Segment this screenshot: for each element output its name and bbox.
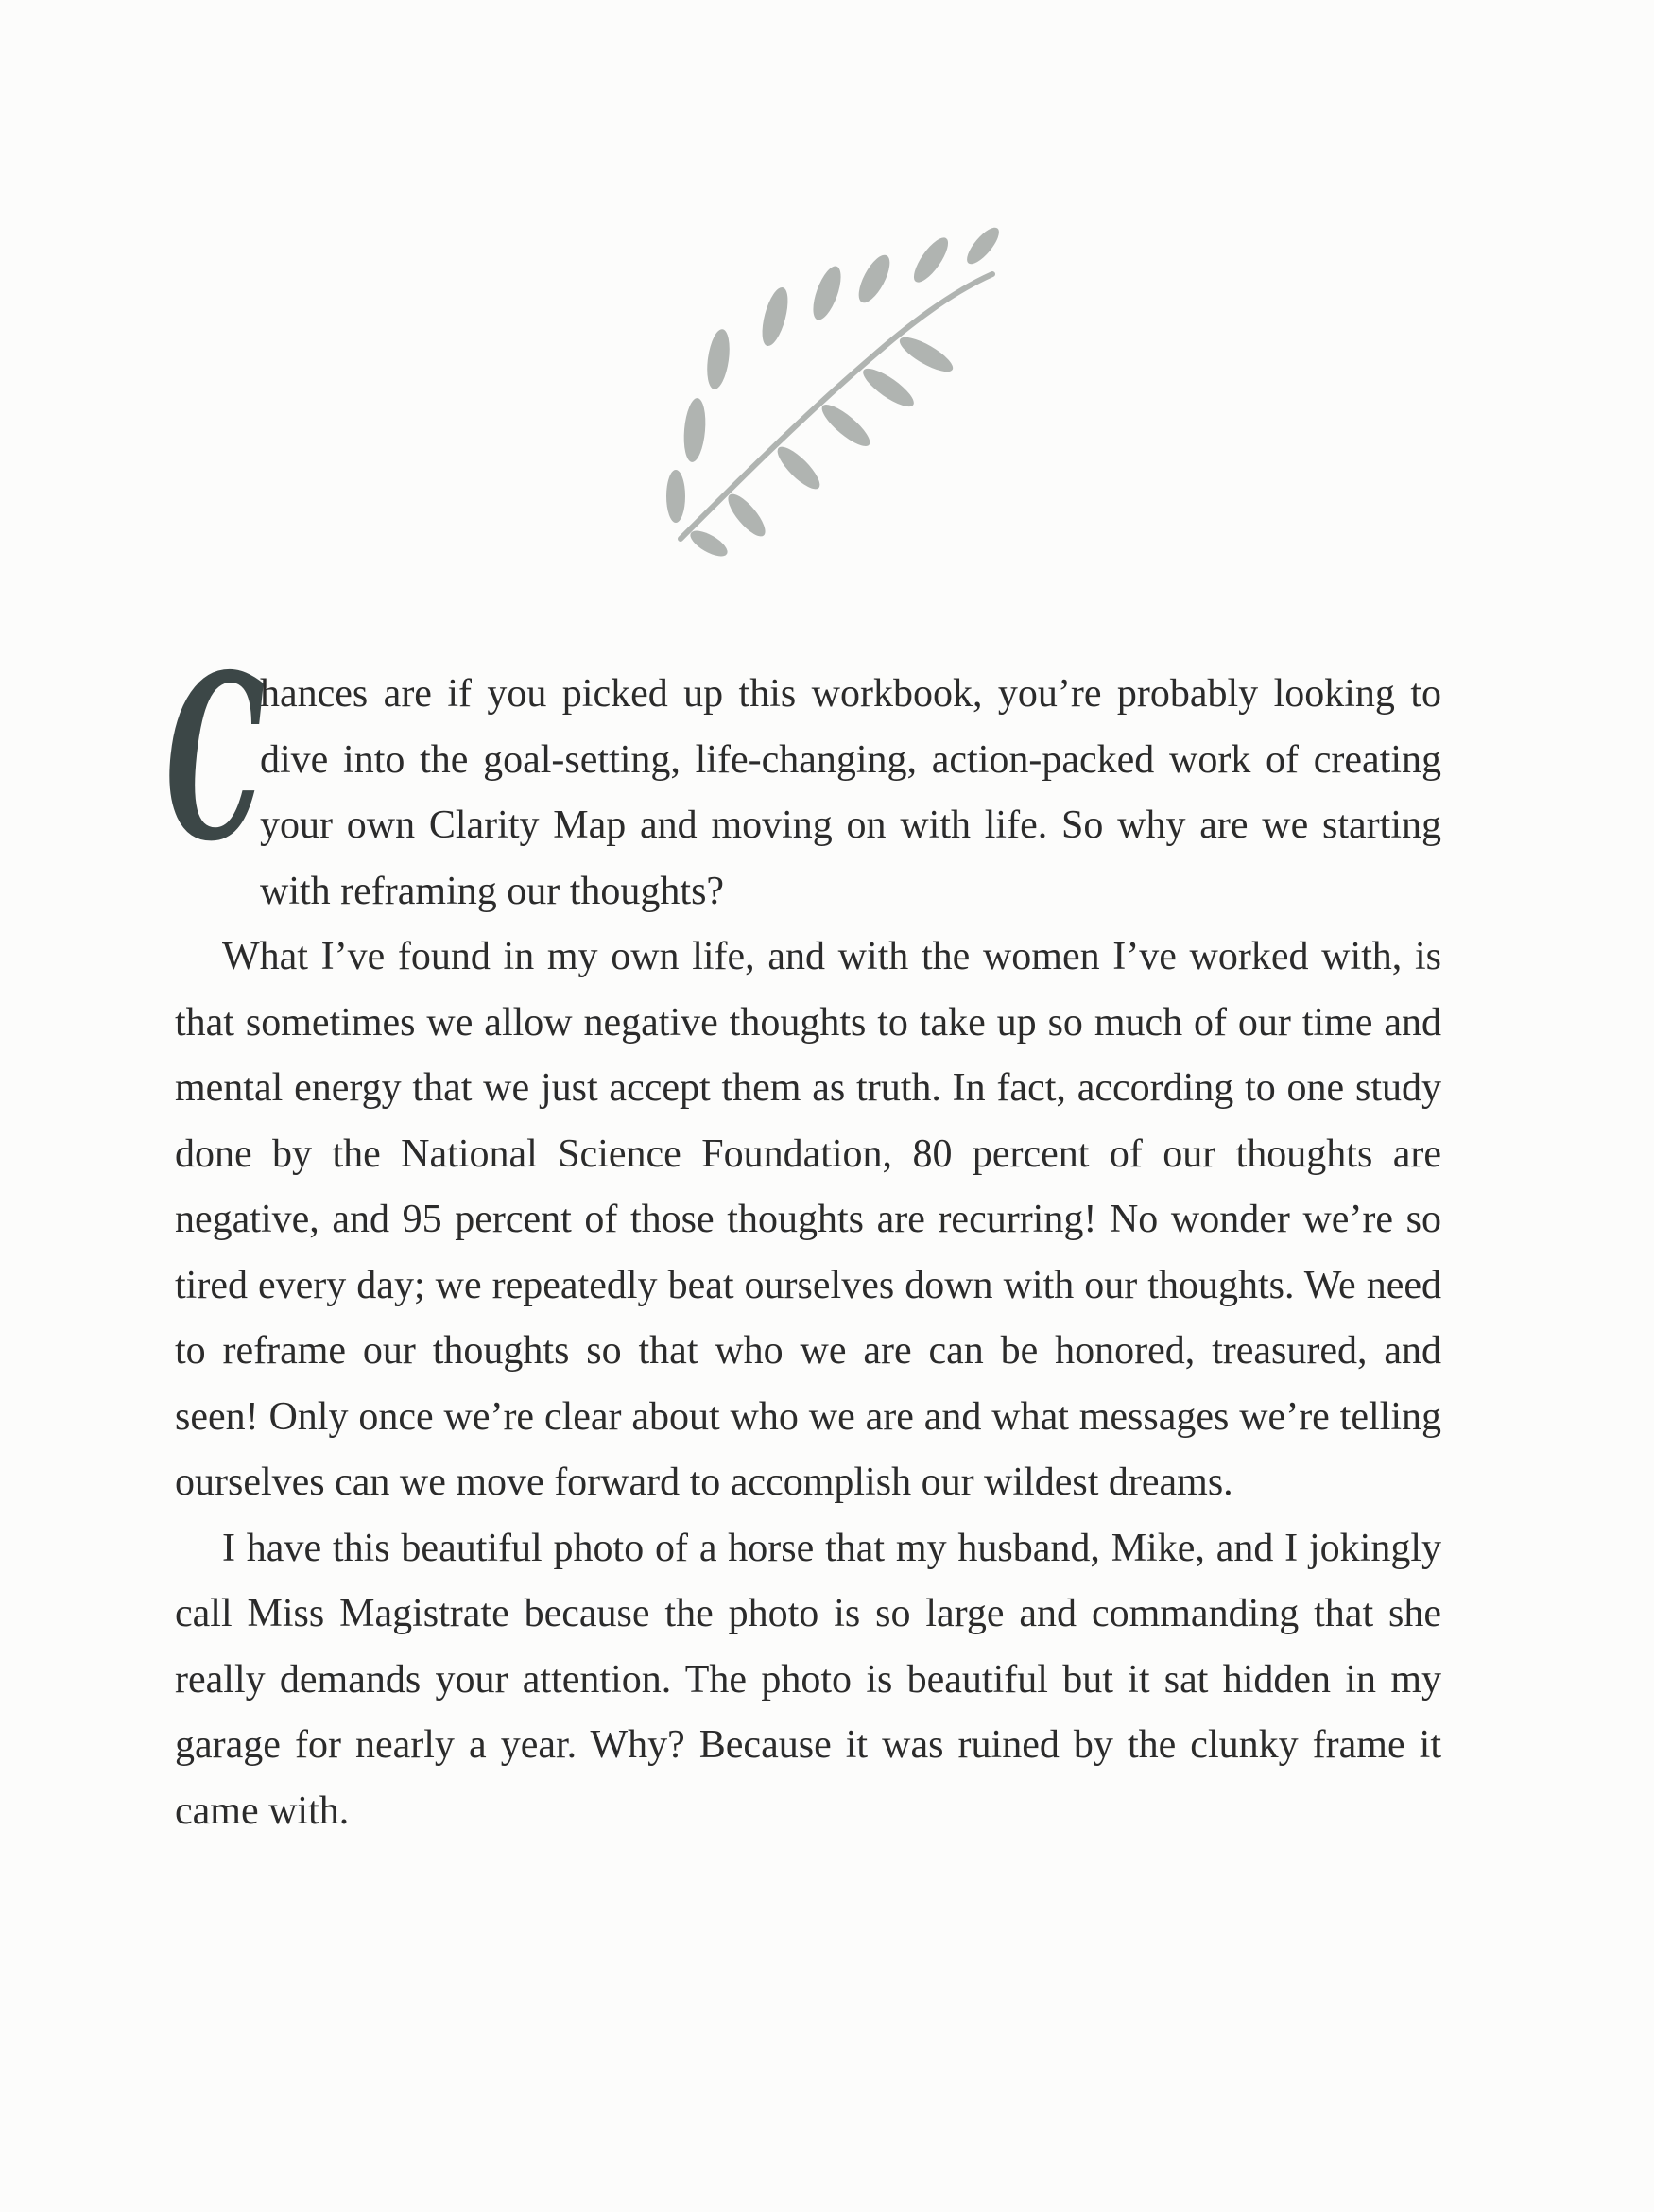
paragraph-negative-thoughts: What I’ve found in my own life, and with the women I’ve worked with, is that sometimes we allow negative thoughts to take up so much of our time and mental energy that we just accept them as truth. In fact, according to one study done by the National Science Foundation, 80 percent of our thoughts are negative, and 95 percent of those thoughts are recurring! No wonder we’re so tired every day; we repeatedly beat ourselves down with our thoughts. We need to reframe our thoughts so that who we are can be honored, treasured, and seen! Only once we’re clear about who we are and what messages we’re telling ourselves can we move forward to accomplish our wildest dreams. (175, 935, 1441, 1504)
intro-paragraph (165, 625, 1441, 925)
paragraph-horse-photo: I have this beautiful photo of a horse that my husband, Mike, and I jokingly call Miss Magistrate because the photo is so large and commanding that she really demands your attention. The photo is beautiful but it sat hidden in my garage for nearly a year. Why? Because it was ruined by the clunky frame it came with. (175, 1526, 1441, 1833)
intro-text: hances are if you picked up this workbook, you’re probably looking to dive into the goal-setting, life-changing, action-packed work of creating your own Clarity Map and moving on with life. So why are we starting with reframing our thoughts? (260, 672, 1441, 913)
body-text (165, 625, 1441, 1844)
drop-cap: C (165, 625, 260, 891)
leaf-sprig-icon (624, 227, 1040, 567)
